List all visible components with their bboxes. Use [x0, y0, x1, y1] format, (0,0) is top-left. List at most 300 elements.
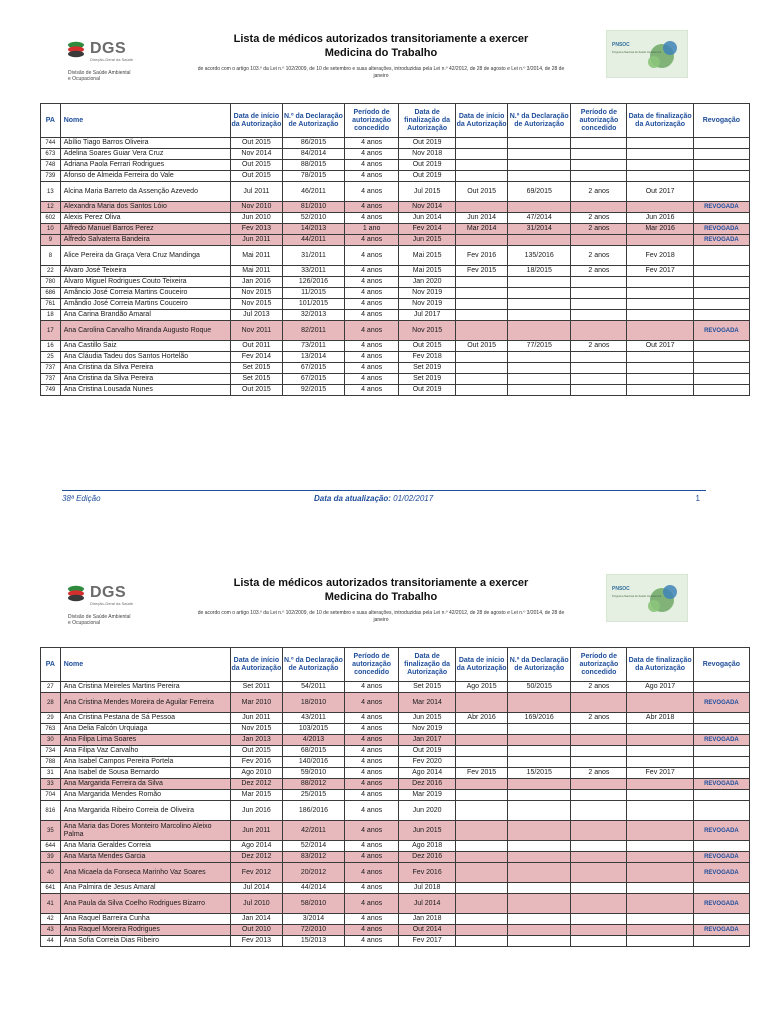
start-1-cell: Mar 2015 — [230, 790, 282, 801]
page-header — [0, 28, 768, 102]
end-2-cell: Out 2017 — [627, 341, 693, 352]
end-1-cell: Jun 2015 — [399, 821, 456, 841]
period-2-cell — [571, 746, 627, 757]
pa-cell: 744 — [41, 138, 61, 149]
start-2-cell: Fev 2016 — [456, 246, 508, 266]
end-1-cell: Set 2019 — [399, 363, 456, 374]
col-end-1: Data de finalização da Autorização — [399, 648, 456, 682]
end-1-cell: Mai 2015 — [399, 266, 456, 277]
pa-cell: 763 — [41, 724, 61, 735]
dgs-logo — [66, 584, 156, 606]
pa-cell: 28 — [41, 693, 61, 713]
declaration-2-cell — [508, 914, 571, 925]
end-1-cell: Nov 2015 — [399, 321, 456, 341]
name-cell: Ana Sofia Correia Dias Ribeiro — [60, 936, 230, 947]
end-1-cell: Out 2019 — [399, 160, 456, 171]
name-cell: Alexis Perez Oliva — [60, 213, 230, 224]
declaration-2-cell — [508, 235, 571, 246]
end-1-cell: Out 2014 — [399, 925, 456, 936]
period-2-cell: 2 anos — [571, 182, 627, 202]
start-2-cell — [456, 936, 508, 947]
start-2-cell — [456, 299, 508, 310]
table-row — [41, 790, 750, 801]
end-2-cell — [627, 321, 693, 341]
pa-cell: 41 — [41, 894, 61, 914]
declaration-2-cell — [508, 883, 571, 894]
start-2-cell — [456, 321, 508, 341]
start-1-cell: Nov 2014 — [230, 149, 282, 160]
period-1-cell: 4 anos — [345, 821, 399, 841]
document-page-1 — [0, 28, 768, 503]
pa-cell: 16 — [41, 341, 61, 352]
revocation-cell — [693, 724, 749, 735]
start-1-cell: Fev 2013 — [230, 224, 282, 235]
svg-text:Programa Nacional de Saúde Ocu: Programa Nacional de Saúde Ocupacional — [612, 595, 662, 598]
name-cell: Alcina Maria Barreto da Assenção Azevedo — [60, 182, 230, 202]
col-declaration-1: N.º da Declaração de Autorização — [282, 648, 344, 682]
start-1-cell: Fev 2014 — [230, 352, 282, 363]
period-2-cell — [571, 914, 627, 925]
end-2-cell — [627, 374, 693, 385]
period-2-cell — [571, 277, 627, 288]
start-1-cell: Set 2015 — [230, 374, 282, 385]
declaration-2-cell: 15/2015 — [508, 768, 571, 779]
start-1-cell: Out 2015 — [230, 138, 282, 149]
declaration-2-cell: 31/2014 — [508, 224, 571, 235]
svg-text:PNSOC: PNSOC — [612, 42, 630, 48]
document-page-2 — [0, 572, 768, 944]
revocation-cell — [693, 757, 749, 768]
col-declaration-1: N.º da Declaração de Autorização — [282, 104, 344, 138]
period-2-cell — [571, 385, 627, 396]
start-2-cell: Abr 2016 — [456, 713, 508, 724]
name-cell: Ana Filipa Lima Soares — [60, 735, 230, 746]
col-pa: PA — [41, 104, 61, 138]
end-1-cell: Out 2019 — [399, 746, 456, 757]
end-2-cell — [627, 310, 693, 321]
logo-text: DGS — [90, 584, 127, 601]
period-1-cell: 4 anos — [345, 852, 399, 863]
period-2-cell — [571, 735, 627, 746]
table-row — [41, 863, 750, 883]
col-end-2: Data de finalização da Autorização — [627, 648, 693, 682]
name-cell: Ana Isabel de Sousa Bernardo — [60, 768, 230, 779]
pa-cell: 30 — [41, 735, 61, 746]
end-1-cell: Nov 2019 — [399, 724, 456, 735]
declaration-1-cell: 186/2016 — [282, 801, 344, 821]
name-cell: Alice Pereira da Graça Vera Cruz Mandinga — [60, 246, 230, 266]
start-2-cell — [456, 138, 508, 149]
table-row — [41, 757, 750, 768]
declaration-1-cell: 52/2014 — [282, 841, 344, 852]
period-2-cell — [571, 310, 627, 321]
end-2-cell — [627, 288, 693, 299]
pa-cell: 25 — [41, 352, 61, 363]
start-2-cell — [456, 202, 508, 213]
table-row — [41, 363, 750, 374]
declaration-2-cell: 50/2015 — [508, 682, 571, 693]
name-cell: Ana Carolina Carvalho Miranda Augusto Roque — [60, 321, 230, 341]
declaration-2-cell — [508, 374, 571, 385]
pa-cell: 748 — [41, 160, 61, 171]
name-cell: Ana Cristina Lousada Nunes — [60, 385, 230, 396]
revocation-cell — [693, 883, 749, 894]
department — [68, 614, 158, 626]
start-2-cell — [456, 149, 508, 160]
name-cell: Ana Raquel Barreira Cunha — [60, 914, 230, 925]
start-2-cell — [456, 801, 508, 821]
col-start-1: Data de início da Autorização — [230, 648, 282, 682]
start-1-cell: Fev 2012 — [230, 863, 282, 883]
declaration-2-cell — [508, 863, 571, 883]
declaration-2-cell — [508, 138, 571, 149]
end-2-cell — [627, 925, 693, 936]
declaration-2-cell: 69/2015 — [508, 182, 571, 202]
end-2-cell — [627, 863, 693, 883]
pnsoc-logo — [606, 30, 688, 78]
revocation-cell: REVOGADA — [693, 852, 749, 863]
end-1-cell: Nov 2014 — [399, 202, 456, 213]
pa-cell: 686 — [41, 288, 61, 299]
dgs-emblem-icon — [66, 40, 86, 58]
revocation-cell — [693, 171, 749, 182]
end-2-cell — [627, 841, 693, 852]
start-1-cell: Jan 2014 — [230, 914, 282, 925]
start-2-cell — [456, 374, 508, 385]
end-2-cell: Fev 2017 — [627, 266, 693, 277]
start-2-cell — [456, 925, 508, 936]
col-declaration-2: N.º da Declaração de Autorização — [508, 648, 571, 682]
end-1-cell: Jun 2015 — [399, 235, 456, 246]
period-1-cell: 4 anos — [345, 288, 399, 299]
col-period-1: Período de autorização concedido — [345, 104, 399, 138]
end-1-cell: Set 2015 — [399, 682, 456, 693]
period-2-cell — [571, 171, 627, 182]
end-1-cell: Jan 2020 — [399, 277, 456, 288]
end-1-cell: Nov 2019 — [399, 299, 456, 310]
declaration-1-cell: 88/2012 — [282, 779, 344, 790]
revocation-cell — [693, 936, 749, 947]
pa-cell: 10 — [41, 224, 61, 235]
declaration-1-cell: 13/2014 — [282, 352, 344, 363]
table-row — [41, 138, 750, 149]
table-row — [41, 735, 750, 746]
period-2-cell — [571, 374, 627, 385]
declaration-1-cell: 25/2015 — [282, 790, 344, 801]
svg-text:Programa Nacional de Saúde Ocu: Programa Nacional de Saúde Ocupacional — [612, 51, 662, 54]
start-1-cell: Dez 2012 — [230, 852, 282, 863]
end-2-cell — [627, 277, 693, 288]
revocation-cell — [693, 768, 749, 779]
end-2-cell: Ago 2017 — [627, 682, 693, 693]
pa-cell: 8 — [41, 246, 61, 266]
pa-cell: 22 — [41, 266, 61, 277]
period-2-cell: 2 anos — [571, 341, 627, 352]
end-2-cell: Out 2017 — [627, 182, 693, 202]
period-1-cell: 4 anos — [345, 768, 399, 779]
end-1-cell: Dez 2016 — [399, 779, 456, 790]
period-1-cell: 4 anos — [345, 182, 399, 202]
start-1-cell: Out 2015 — [230, 385, 282, 396]
revocation-cell — [693, 341, 749, 352]
declaration-1-cell: 92/2015 — [282, 385, 344, 396]
table-row — [41, 246, 750, 266]
declaration-2-cell — [508, 735, 571, 746]
declaration-2-cell — [508, 160, 571, 171]
end-1-cell: Out 2015 — [399, 341, 456, 352]
end-1-cell: Fev 2016 — [399, 863, 456, 883]
declaration-2-cell — [508, 321, 571, 341]
department-line-2: e Ocupacional — [68, 76, 100, 82]
period-2-cell — [571, 288, 627, 299]
declaration-1-cell: 81/2010 — [282, 202, 344, 213]
period-2-cell — [571, 801, 627, 821]
period-1-cell: 4 anos — [345, 936, 399, 947]
end-2-cell: Mar 2016 — [627, 224, 693, 235]
start-1-cell: Mai 2011 — [230, 246, 282, 266]
period-1-cell: 4 anos — [345, 746, 399, 757]
end-2-cell — [627, 299, 693, 310]
period-1-cell: 4 anos — [345, 925, 399, 936]
revocation-cell — [693, 746, 749, 757]
revocation-cell — [693, 213, 749, 224]
declaration-1-cell: 88/2015 — [282, 160, 344, 171]
period-1-cell: 4 anos — [345, 713, 399, 724]
declaration-1-cell: 59/2010 — [282, 768, 344, 779]
page-number: 1 — [695, 494, 700, 503]
declaration-2-cell — [508, 352, 571, 363]
table-row — [41, 779, 750, 790]
period-2-cell — [571, 321, 627, 341]
pa-cell: 737 — [41, 374, 61, 385]
end-1-cell: Fev 2018 — [399, 352, 456, 363]
end-1-cell: Out 2019 — [399, 385, 456, 396]
table-row — [41, 374, 750, 385]
period-2-cell — [571, 363, 627, 374]
start-2-cell — [456, 235, 508, 246]
update-value: 01/02/2017 — [393, 494, 434, 503]
revocation-cell — [693, 363, 749, 374]
col-end-1: Data de finalização da Autorização — [399, 104, 456, 138]
period-1-cell: 4 anos — [345, 321, 399, 341]
end-1-cell: Jun 2015 — [399, 713, 456, 724]
period-1-cell: 4 anos — [345, 352, 399, 363]
name-cell: Ana Maria Geraldes Correia — [60, 841, 230, 852]
period-1-cell: 4 anos — [345, 724, 399, 735]
period-2-cell: 2 anos — [571, 682, 627, 693]
document-subtitle-title: Medicina do Trabalho — [324, 47, 438, 59]
table-row — [41, 821, 750, 841]
start-1-cell: Set 2015 — [230, 363, 282, 374]
end-2-cell — [627, 352, 693, 363]
table-row — [41, 171, 750, 182]
declaration-1-cell: 103/2015 — [282, 724, 344, 735]
period-1-cell: 4 anos — [345, 385, 399, 396]
table-row — [41, 713, 750, 724]
period-2-cell: 2 anos — [571, 224, 627, 235]
declaration-1-cell: 44/2014 — [282, 883, 344, 894]
period-1-cell: 4 anos — [345, 894, 399, 914]
period-1-cell: 4 anos — [345, 213, 399, 224]
period-2-cell — [571, 821, 627, 841]
period-2-cell — [571, 925, 627, 936]
start-1-cell: Out 2015 — [230, 746, 282, 757]
period-2-cell — [571, 235, 627, 246]
period-2-cell — [571, 841, 627, 852]
name-cell: Ana Cristina da Silva Pereira — [60, 363, 230, 374]
start-1-cell: Ago 2010 — [230, 768, 282, 779]
pa-cell: 673 — [41, 149, 61, 160]
declaration-2-cell — [508, 202, 571, 213]
declaration-2-cell — [508, 171, 571, 182]
department-line-1: Divisão de Saúde Ambiental — [68, 614, 131, 620]
declaration-2-cell — [508, 385, 571, 396]
end-1-cell: Out 2019 — [399, 171, 456, 182]
table-row — [41, 352, 750, 363]
table-row — [41, 182, 750, 202]
period-1-cell: 4 anos — [345, 310, 399, 321]
pa-cell: 602 — [41, 213, 61, 224]
revocation-cell: REVOGADA — [693, 894, 749, 914]
table-row — [41, 149, 750, 160]
period-1-cell: 4 anos — [345, 779, 399, 790]
start-2-cell: Out 2015 — [456, 182, 508, 202]
table-row — [41, 682, 750, 693]
end-2-cell — [627, 746, 693, 757]
pa-cell: 29 — [41, 713, 61, 724]
end-1-cell: Jul 2015 — [399, 182, 456, 202]
start-2-cell: Fev 2015 — [456, 768, 508, 779]
table-row — [41, 266, 750, 277]
name-cell: Ana Cristina Mendes Moreira de Aguilar Ferreira — [60, 693, 230, 713]
end-2-cell — [627, 821, 693, 841]
col-nome: Nome — [60, 104, 230, 138]
table-header-row — [41, 104, 750, 138]
revocation-cell — [693, 385, 749, 396]
declaration-2-cell — [508, 299, 571, 310]
declaration-2-cell: 47/2014 — [508, 213, 571, 224]
table-row — [41, 299, 750, 310]
period-1-cell: 4 anos — [345, 374, 399, 385]
start-1-cell: Jun 2011 — [230, 821, 282, 841]
declaration-2-cell — [508, 801, 571, 821]
name-cell: Abílio Tiago Barros Oliveira — [60, 138, 230, 149]
start-2-cell — [456, 288, 508, 299]
revocation-cell — [693, 682, 749, 693]
pa-cell: 13 — [41, 182, 61, 202]
declaration-2-cell — [508, 724, 571, 735]
period-2-cell — [571, 757, 627, 768]
name-cell: Ana Filipa Vaz Carvalho — [60, 746, 230, 757]
name-cell: Álvaro Miguel Rodrigues Couto Teixeira — [60, 277, 230, 288]
table-row — [41, 277, 750, 288]
end-2-cell — [627, 779, 693, 790]
period-1-cell: 4 anos — [345, 235, 399, 246]
name-cell: Alfredo Salvaterra Bandeira — [60, 235, 230, 246]
pa-cell: 27 — [41, 682, 61, 693]
declaration-2-cell — [508, 757, 571, 768]
period-2-cell — [571, 138, 627, 149]
end-1-cell: Jan 2017 — [399, 735, 456, 746]
end-2-cell — [627, 936, 693, 947]
declaration-1-cell: 72/2010 — [282, 925, 344, 936]
pa-cell: 18 — [41, 310, 61, 321]
start-1-cell: Out 2015 — [230, 171, 282, 182]
start-2-cell — [456, 790, 508, 801]
declaration-2-cell: 169/2016 — [508, 713, 571, 724]
period-2-cell — [571, 779, 627, 790]
col-nome: Nome — [60, 648, 230, 682]
declaration-1-cell: 18/2010 — [282, 693, 344, 713]
end-1-cell: Jun 2014 — [399, 213, 456, 224]
col-end-2: Data de finalização da Autorização — [627, 104, 693, 138]
start-2-cell — [456, 735, 508, 746]
period-1-cell: 4 anos — [345, 693, 399, 713]
col-revocation: Revogação — [693, 648, 749, 682]
period-1-cell: 4 anos — [345, 757, 399, 768]
table-row — [41, 883, 750, 894]
name-cell: Ana Carina Brandão Amaral — [60, 310, 230, 321]
name-cell: Ana Isabel Campos Pereira Portela — [60, 757, 230, 768]
period-2-cell — [571, 883, 627, 894]
pa-cell: 704 — [41, 790, 61, 801]
pa-cell: 9 — [41, 235, 61, 246]
pa-cell: 39 — [41, 852, 61, 863]
declaration-1-cell: 58/2010 — [282, 894, 344, 914]
end-2-cell — [627, 724, 693, 735]
declaration-1-cell: 4/2013 — [282, 735, 344, 746]
declaration-2-cell — [508, 841, 571, 852]
declaration-1-cell: 11/2015 — [282, 288, 344, 299]
pnsoc-logo — [606, 574, 688, 622]
period-1-cell: 4 anos — [345, 149, 399, 160]
name-cell: Ana Cristina da Silva Pereira — [60, 374, 230, 385]
end-1-cell: Nov 2019 — [399, 288, 456, 299]
start-1-cell: Set 2011 — [230, 682, 282, 693]
period-2-cell: 2 anos — [571, 768, 627, 779]
declaration-1-cell: 33/2011 — [282, 266, 344, 277]
start-2-cell — [456, 746, 508, 757]
page-header — [0, 572, 768, 646]
declaration-1-cell: 31/2011 — [282, 246, 344, 266]
period-1-cell: 4 anos — [345, 801, 399, 821]
end-1-cell: Ago 2014 — [399, 768, 456, 779]
period-2-cell — [571, 724, 627, 735]
declaration-1-cell: 140/2016 — [282, 757, 344, 768]
declaration-2-cell — [508, 852, 571, 863]
start-2-cell — [456, 310, 508, 321]
end-2-cell — [627, 693, 693, 713]
col-period-2: Período de autorização concedido — [571, 648, 627, 682]
name-cell: Ana Cláudia Tadeu dos Santos Hortelão — [60, 352, 230, 363]
declaration-2-cell — [508, 149, 571, 160]
end-2-cell: Fev 2018 — [627, 246, 693, 266]
page-footer — [62, 490, 706, 510]
period-1-cell: 4 anos — [345, 202, 399, 213]
declaration-1-cell: 3/2014 — [282, 914, 344, 925]
document-title: Lista de médicos autorizados transitoriamente a exercer — [233, 33, 529, 45]
table-row — [41, 936, 750, 947]
period-1-cell: 1 ano — [345, 224, 399, 235]
period-1-cell: 4 anos — [345, 171, 399, 182]
start-2-cell — [456, 894, 508, 914]
table-row — [41, 925, 750, 936]
start-2-cell — [456, 779, 508, 790]
period-1-cell: 4 anos — [345, 363, 399, 374]
pa-cell: 644 — [41, 841, 61, 852]
update-date — [314, 494, 433, 503]
declaration-2-cell — [508, 925, 571, 936]
